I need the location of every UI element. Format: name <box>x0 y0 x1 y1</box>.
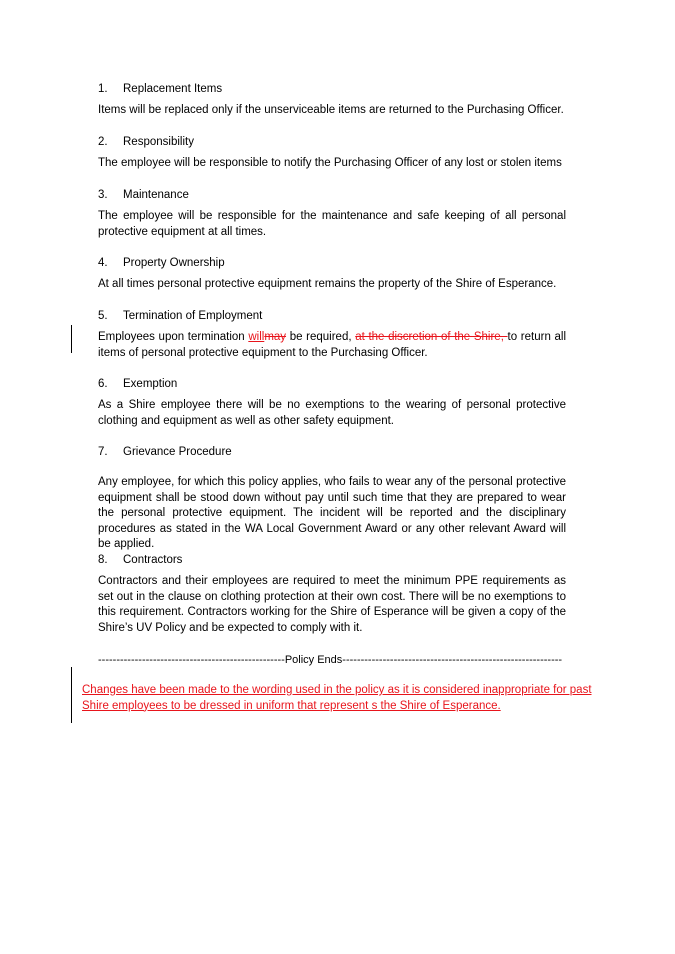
body-text: Employees upon termination <box>98 331 249 343</box>
section-heading-grievance <box>98 445 232 460</box>
section-title: Contractors <box>123 554 183 566</box>
change-bar <box>71 325 72 353</box>
inserted-text: will <box>248 331 265 343</box>
section-body-replacement-items: Items will be replaced only if the unserviceable items are returned to the Purchasing Officer. <box>98 104 564 116</box>
section-body-grievance: Any employee, for which this policy applies, who fails to wear any of the personal protective equipment shall be stood down without pay until such time that they are prepared to wear the personal protective equipment. The incident will be reported and the disciplinary procedures as stated in the WA Local Government Award or any other relevant Award will be applied. <box>98 476 566 550</box>
policy-ends-divider: ---------------------------------------------------Policy Ends------------------------------------------------------------ <box>98 654 563 666</box>
section-number: 2. <box>98 136 108 148</box>
section-number: 1. <box>98 83 108 95</box>
section-title: Termination of Employment <box>123 310 263 322</box>
section-number: 5. <box>98 310 108 322</box>
section-title: Property Ownership <box>123 257 225 269</box>
section-body-property-ownership: At all times personal protective equipment remains the property of the Shire of Esperance. <box>98 278 557 290</box>
section-number: 4. <box>98 257 108 269</box>
section-title: Maintenance <box>123 189 189 201</box>
section-heading-property-ownership <box>98 256 225 271</box>
section-heading-replacement-items <box>98 82 222 97</box>
section-number: 7. <box>98 446 108 458</box>
section-body-responsibility: The employee will be responsible to notify the Purchasing Officer of any lost or stolen items <box>98 157 562 169</box>
change-bar <box>71 667 72 723</box>
section-number: 8. <box>98 554 108 566</box>
section-title: Grievance Procedure <box>123 446 232 458</box>
section-body-exemption: As a Shire employee there will be no exemptions to the wearing of personal protective clothing and equipment as well as other safety equipment. <box>98 399 566 427</box>
section-number: 3. <box>98 189 108 201</box>
section-heading-responsibility <box>98 135 194 150</box>
section-heading-maintenance <box>98 188 189 203</box>
body-text: to return all items of personal protective equipment to the Purchasing Officer. <box>98 331 566 359</box>
section-body-maintenance: The employee will be responsible for the maintenance and safe keeping of all personal protective equipment at all times. <box>98 210 566 238</box>
section-title: Replacement Items <box>123 83 223 95</box>
revision-note: Changes have been made to the wording used in the policy as it is considered inappropriate for past Shire employees to be dressed in uniform that represent s the Shire of Esperance. <box>82 684 592 712</box>
section-body-contractors: Contractors and their employees are required to meet the minimum PPE requirements as set out in the clause on clothing protection at their own cost. There will be no exemptions to this requirement. Contractors working for the Shire of Esperance will be given a copy of the Shire’s UV Policy and be expected to comply with it. <box>98 575 566 634</box>
section-title: Responsibility <box>123 136 194 148</box>
body-text: be required, <box>286 331 356 343</box>
section-heading-termination <box>98 309 262 324</box>
section-number: 6. <box>98 378 108 390</box>
section-heading-exemption <box>98 377 177 392</box>
deleted-text: may <box>264 331 287 343</box>
section-heading-contractors <box>98 553 182 568</box>
section-title: Exemption <box>123 378 178 390</box>
section-body-termination <box>98 330 566 361</box>
deleted-text: at the discretion of the Shire, <box>355 331 508 343</box>
